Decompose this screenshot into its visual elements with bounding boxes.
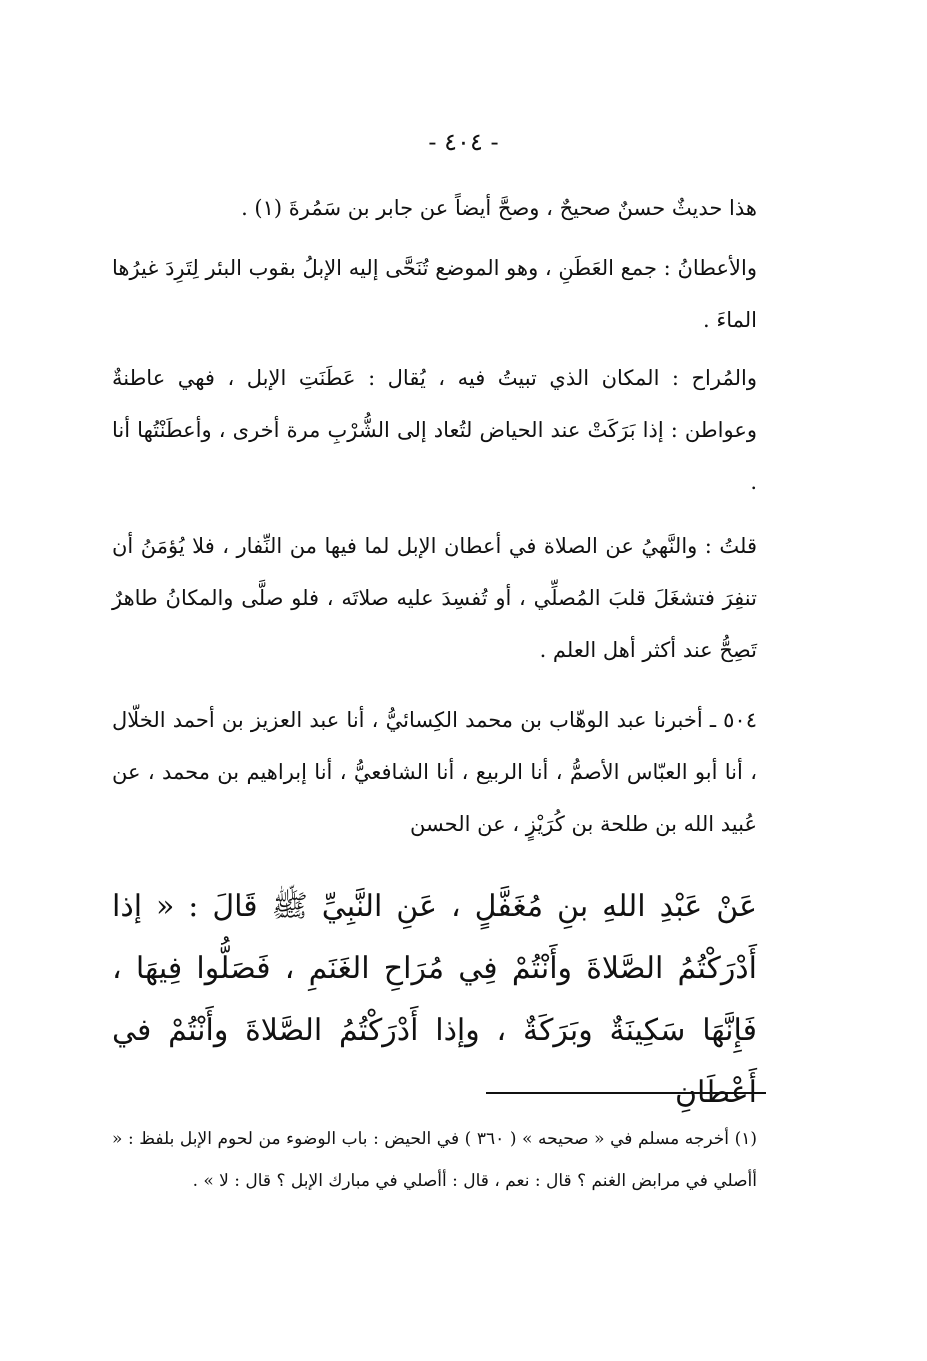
- footnote-1: (١) أخرجه مسلم في « صحيحه » ( ٣٦٠ ) في الحيض : باب الوضوء من لحوم الإبل بلفظ : « أأصلي في مرابض الغنم ؟ قال : نعم ، قال : أأصلي في مبارك الإبل ؟ قال : لا » .: [112, 1129, 757, 1191]
- footnote-divider: [486, 1092, 766, 1094]
- paragraph-definition-atan: والأعطانُ : جمع العَطَنِ ، وهو الموضع تُنَحَّى إليه الإبلُ بقوب البئر لِتَرِدَ غيرُها الماءَ .: [112, 256, 757, 332]
- hadith-text: عَنْ عَبْدِ اللهِ بنِ مُغَفَّلٍ ، عَنِ النَّبِيِّ ﷺ قَالَ : « إذا أَدْرَكْتُمُ الصَّلاةَ وأَنْتُمْ فِي مُرَاحِ الغَنَمِ ، فَصَلُّوا فِيهَا ، فَإِنَّهَا سَكِينَةٌ وبَرَكَةٌ ، وإذا أَدْرَكْتُمُ الصَّلاةَ وأَنْتُمْ في أَعْطَانِ: [112, 889, 757, 1110]
- paragraph-isnad-504: ٥٠٤ ـ أخبرنا عبد الوهّاب بن محمد الكِسائيُّ ، أنا عبد العزيز بن أحمد الخلّال ، أنا أبو العبّاس الأصمُّ ، أنا الربيع ، أنا الشافعيُّ ، أنا إبراهيم بن محمد ، عن عُبيد الله بن طلحة بن كُرَيْزٍ ، عن الحسن: [112, 708, 757, 836]
- paragraph-definition-murah: والمُراح : المكان الذي تبيتُ فيه ، يُقال : عَطَنَتِ الإبل ، فهي عاطنةٌ وعواطن : إذا بَرَكَتْ عند الحياض لتُعاد إلى الشُّرْبِ مرة أخرى ، وأعطَنْتُها أنا .: [112, 366, 757, 494]
- paragraph-hadith-grading: هذا حديثٌ حسنٌ صحيحٌ ، وصحَّ أيضاً عن جابر بن سَمُرةَ (١) .: [241, 196, 757, 220]
- paragraph-commentary: قلتُ : والنَّهيُ عن الصلاة في أعطان الإبل لما فيها من النِّفار ، فلا يُؤمَنُ أن تنفِرَ فتشغَلَ قلبَ المُصلِّي ، أو تُفسِدَ عليه صلاتَه ، فلو صلَّى والمكانُ طاهرٌ تَصِحُّ عند أكثر أهل العلم .: [112, 534, 757, 662]
- page-number: - ٤٠٤ -: [428, 128, 499, 156]
